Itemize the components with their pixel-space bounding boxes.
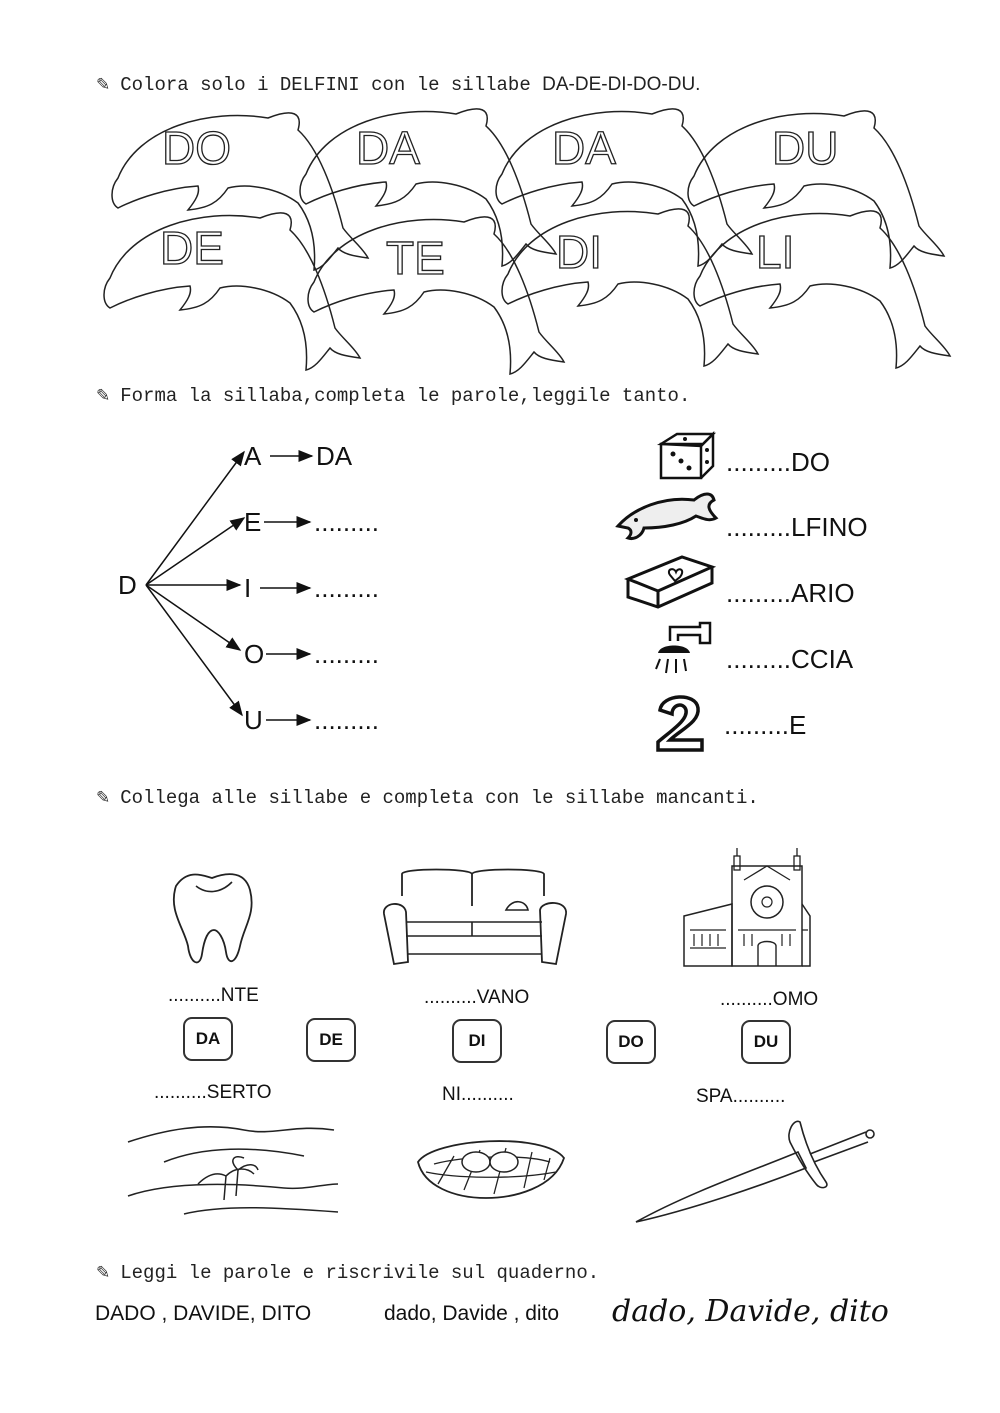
dolphin-icon <box>614 488 724 548</box>
word-spada: SPA.......... <box>696 1086 786 1107</box>
vowel-e: E <box>244 507 262 537</box>
instruction-4: ✎ Leggi le parole e riscrivile sul quaderno. <box>96 1262 600 1284</box>
word-dado: .........DO <box>726 447 831 477</box>
syllable-du: DU <box>741 1020 791 1064</box>
result-o: ......... <box>314 639 380 669</box>
word-diario: .........ARIO <box>726 578 855 608</box>
vowel-u: U <box>244 705 263 735</box>
dolphin-label-8: LI <box>756 226 795 278</box>
word-delfino: .........LFINO <box>726 512 868 542</box>
dolphin-label-6: TE <box>386 232 445 284</box>
word-dente: ..........NTE <box>168 985 259 1006</box>
word-nido: NI.......... <box>442 1084 514 1105</box>
syllable-de: DE <box>306 1018 356 1062</box>
result-u: ......... <box>314 705 380 735</box>
dolphin-label-3: DA <box>552 122 616 174</box>
dolphin-label-5: DE <box>160 222 224 274</box>
number-two-icon <box>654 692 714 754</box>
words-cursive: dado, Davide, dito <box>612 1294 889 1329</box>
pencil-icon: ✎ <box>96 386 111 406</box>
desert-icon <box>124 1112 344 1222</box>
target-syllables: DA-DE-DI-DO-DU. <box>542 74 701 95</box>
pencil-icon: ✎ <box>96 1263 111 1283</box>
sofa-icon <box>380 866 580 976</box>
words-uppercase: DADO , DAVIDE, DITO <box>95 1302 312 1325</box>
nest-icon <box>414 1128 574 1208</box>
result-a: DA <box>316 441 353 471</box>
syllable-di: DI <box>452 1019 502 1063</box>
instruction-2: ✎ Forma la sillaba,completa le parole,leggile tanto. <box>96 385 691 407</box>
root-letter: D <box>118 570 137 600</box>
cathedral-icon <box>682 846 812 976</box>
dice-icon <box>655 428 735 488</box>
instruction-3: ✎ Collega alle sillabe e completa con le sillabe mancanti. <box>96 787 759 809</box>
word-duomo: ..........OMO <box>720 989 819 1010</box>
shower-icon <box>640 615 720 685</box>
word-divano: ..........VANO <box>424 987 530 1008</box>
pencil-icon: ✎ <box>96 75 111 95</box>
syllable-do: DO <box>606 1020 656 1064</box>
dolphin-label-4: DU <box>772 122 839 174</box>
dolphin-syllables <box>0 0 1000 380</box>
instruction-1: ✎ Colora solo i DELFINI con le sillabe DA-DE-DI-DO-DU. <box>96 74 701 96</box>
dolphin-label-2: DA <box>356 122 420 174</box>
result-i: ......... <box>314 573 380 603</box>
vowel-a: A <box>244 441 262 471</box>
word-due: .........E <box>724 710 807 740</box>
sword-icon <box>630 1112 890 1232</box>
dolphin-label-7: DI <box>556 226 602 278</box>
words-lowercase: dado, Davide , dito <box>384 1302 560 1325</box>
dolphin-label-1: DO <box>162 122 231 174</box>
word-doccia: .........CCIA <box>726 644 854 674</box>
syllable-da: DA <box>183 1017 233 1061</box>
pencil-icon: ✎ <box>96 788 111 808</box>
book-icon <box>622 553 722 613</box>
result-e: ......... <box>314 507 380 537</box>
vowel-o: O <box>244 639 265 669</box>
vowel-i: I <box>244 573 252 603</box>
word-deserto: ..........SERTO <box>154 1082 272 1103</box>
tooth-icon <box>164 868 264 978</box>
